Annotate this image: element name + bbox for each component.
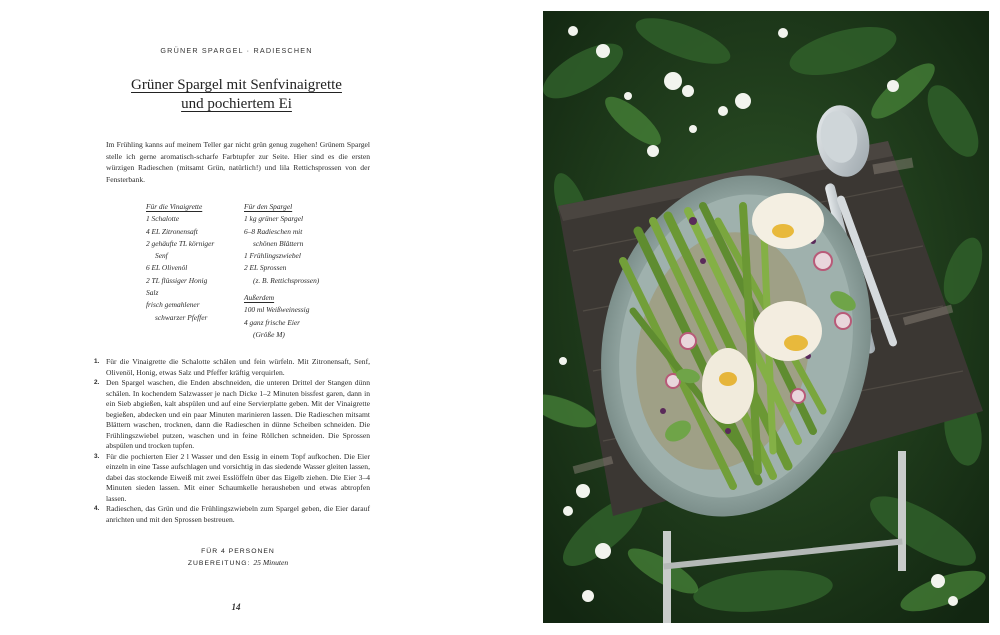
step-number: 4. (94, 505, 100, 512)
ingredient-item: schönen Blättern (253, 238, 304, 248)
ingredient-item: 1 kg grüner Spargel (244, 214, 304, 224)
page-number: 14 (231, 602, 241, 612)
ingredient-item: frisch gemahlener (146, 300, 200, 310)
instruction-step (94, 357, 370, 378)
step-number: 3. (94, 452, 100, 460)
step-number: 2. (94, 379, 100, 386)
ingredient-item: 1 Schalotte (146, 214, 180, 224)
instruction-step (94, 504, 370, 525)
step-text: Für die Vinaigrette die Schalotte schälen und fein würfeln. Mit Zitronensaft, Senf, Olivenöl, Honig, etwas Salz und Pfeffer kräftig verquirlen. (106, 357, 370, 377)
ingredient-item: 2 gehäufte TL körniger (146, 238, 215, 248)
ingredient-item: Salz (146, 288, 159, 298)
ingredient-item: (Größe M) (253, 329, 285, 339)
step-text: Radieschen, das Grün und die Frühlingszwiebeln zum Spargel geben, die Eier darauf anrichten und mit den Sprossen bestreuen. (106, 504, 370, 524)
step-text: Für die pochierten Eier 2 l Wasser und den Essig in einem Topf aufkochen. Die Eier einzeln in eine Tasse aufschlagen und vorsichtig in das siedende Wasser gleiten lassen, dabei das stockende Eiweiß mit zwei Esslöffeln über das Eigelb ziehen. Die Eier 3–4 Minuten sieden lassen. Mit einer Schaumkelle herausheben und etwas abtropfen lassen. (106, 451, 370, 503)
instruction-step (94, 452, 370, 505)
ingredients-heading: Außerdem (244, 293, 275, 303)
ingredient-item: 2 TL flüssiger Honig (146, 275, 208, 285)
dish-photo (543, 11, 989, 623)
ingredient-item: 4 ganz frische Eier (244, 317, 301, 327)
ingredient-item: 6–8 Radieschen mit (244, 226, 303, 236)
instruction-step (94, 378, 370, 452)
recipe-title (0, 76, 473, 114)
ingredient-item: 100 ml Weißweinessig (244, 305, 310, 315)
step-text: Den Spargel waschen, die Enden abschneiden, die unteren Drittel der Stangen dünn schälen. In kochendem Salzwasser je nach Dicke 1–2 Minuten bissfest garen, dann in ein Sieb abgießen, kalt abspülen und auf eine Servierplatte geben. Mit der Vinaigrette begießen, abdecken und ein paar Minuten marinieren lassen. Die Radieschen mitsamt Blättern waschen, trocknen, dann die Radieschen in dünne Scheiben schneiden. Die Frühlingszwiebel putzen, waschen und in feine Röllchen schneiden. Die Sprossen abspülen und trocken tupfen. (106, 378, 370, 450)
dish-photo-illustration (543, 11, 989, 623)
servings-info (106, 546, 370, 569)
ingredient-item: 2 EL Sprossen (244, 263, 287, 273)
ingredient-item: Senf (155, 251, 168, 261)
ingredient-item: schwarzer Pfeffer (155, 312, 208, 322)
prep-time (106, 557, 370, 569)
ingredients-spargel (244, 201, 364, 341)
ingredient-item: (z. B. Rettichsprossen) (253, 275, 320, 285)
prep-time-value: 25 Minuten (253, 558, 289, 567)
prep-label: ZUBEREITUNG: (187, 560, 251, 567)
step-number: 1. (94, 358, 100, 365)
ingredients-heading: Für die Vinaigrette (146, 202, 203, 211)
servings: FÜR 4 PERSONEN (201, 548, 275, 555)
title-line-1: Grüner Spargel mit Senfvinaigrette (131, 77, 342, 93)
ingredient-item: 1 Frühlingszwiebel (244, 251, 301, 261)
ingredient-item: 4 EL Zitronensaft (146, 226, 198, 236)
ingredient-item: 6 EL Olivenöl (146, 263, 188, 273)
intro-text: Im Frühling kanns auf meinem Teller gar nicht grün genug zugehen! Grünem Spargel stelle ich gerne aromatisch-scharfe Farbtupfer zur Seite. Hier sind es die ersten würzigen Radieschen (mitsamt Grün, natürlich!) und lila Rettichsprossen von der Fensterbank. (106, 140, 370, 184)
section-overline: GRÜNER SPARGEL · RADIESCHEN (160, 46, 313, 55)
instructions (94, 357, 370, 525)
title-line-2: und pochiertem Ei (181, 96, 292, 112)
ingredients-heading: Für den Spargel (244, 202, 293, 211)
ingredients-vinaigrette (146, 201, 238, 324)
